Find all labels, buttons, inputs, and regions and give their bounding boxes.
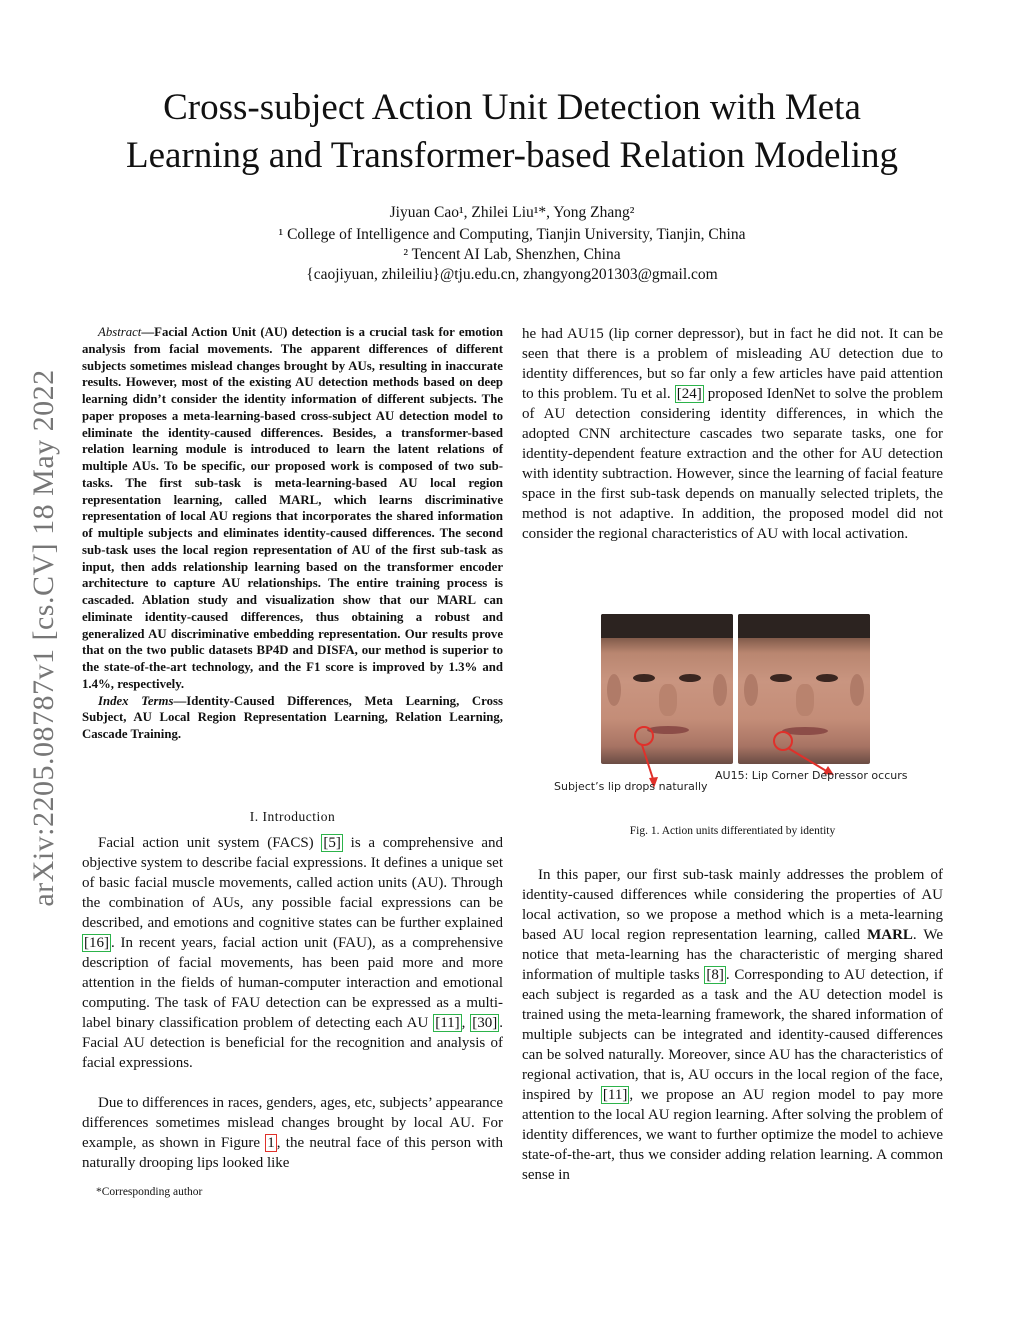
hair-shape bbox=[738, 614, 870, 638]
text-run: . Facial AU detection is beneficial for the recognition and analysis of facial expressions. bbox=[82, 1015, 503, 1071]
nose-shape bbox=[659, 684, 677, 716]
index-terms-label: Index Terms bbox=[98, 693, 174, 708]
text-run: proposed IdenNet to solve the problem of AU detection considering identity differences, in which the adopted CNN architecture cascades two separate tasks, one for identity-dependent feature extraction and the other for AU detection with identity subtraction. However, since the learning of facial feature space in the first sub-task depends on manually selected triplets, the method is not adaptive. In addition, the proposed model did not consider the regional characteristics of AU with local activation. bbox=[522, 386, 943, 542]
author-list: Jiyuan Cao¹, Zhilei Liu¹*, Yong Zhang² bbox=[389, 204, 635, 221]
eye-shape bbox=[633, 674, 655, 682]
figure-label-right: AU15: Lip Corner Depressor occurs bbox=[715, 769, 908, 782]
abstract-label: Abstract bbox=[98, 325, 142, 339]
text-run: . We notice that meta-learning has the characteristic of merging shared information of multiple tasks bbox=[522, 927, 943, 983]
text-run: . Corresponding to AU detection, if each subject is regarded as a task and the AU detection model is trained using the meta-learning framework, the shared information of multiple subjects can be integrated and identity-caused differences can be solved naturally. Moreover, since AU has the characteristics of regional activation, that is, AU occurs in the local region of the face, inspired by bbox=[522, 967, 943, 1103]
affiliation-2: ² Tencent AI Lab, Shenzhen, China bbox=[403, 246, 621, 263]
right-paragraph-1 bbox=[522, 324, 943, 544]
text-run: , bbox=[461, 1015, 471, 1031]
ear-shape bbox=[744, 674, 758, 706]
section-heading-introduction: I. Introduction bbox=[249, 809, 336, 824]
text-run: In this paper, our first sub-task mainly addresses the problem of identity-caused differences while considering the properties of AU local activation, so we propose a method which is a meta-learning based AU local region representation learning, called bbox=[522, 867, 943, 943]
nose-shape bbox=[796, 684, 814, 716]
eye-shape bbox=[679, 674, 701, 682]
eye-shape bbox=[816, 674, 838, 682]
index-terms-text: —Identity-Caused Differences, Meta Learning, Cross Subject, AU Local Region Representation Learning, Relation Learning, Cascade Training. bbox=[82, 693, 503, 741]
citation-link[interactable]: [16] bbox=[84, 935, 109, 951]
figure-caption: Fig. 1. Action units differentiated by identity bbox=[629, 825, 836, 837]
affiliation-1: ¹ College of Intelligence and Computing, Tianjin University, Tianjin, China bbox=[278, 226, 746, 243]
title-line-2: Learning and Transformer-based Relation Modeling bbox=[126, 135, 898, 176]
ear-shape bbox=[607, 674, 621, 706]
citation-link[interactable]: [5] bbox=[323, 835, 341, 851]
email-line: {caojiyuan, zhileiliu}@tju.edu.cn, zhangyong201303@gmail.com bbox=[306, 266, 718, 283]
eye-shape bbox=[770, 674, 792, 682]
hair-shape bbox=[601, 614, 733, 638]
citation-link[interactable]: [8] bbox=[706, 967, 724, 983]
citation-link[interactable]: [11] bbox=[435, 1015, 460, 1031]
arrow-line-left bbox=[642, 745, 654, 782]
text-run: is a comprehensive and objective system to describe facial expressions. It defines a unique set of basic facial muscle movements, called action units (AU). Through the combination of AUs, any possible facial expressions can be described, and emotions and cognitive states can be further explained bbox=[82, 835, 504, 931]
paper-title bbox=[60, 84, 964, 180]
arxiv-identifier: arXiv:2205.08787v1 [cs.CV] 18 May 2022 bbox=[27, 369, 60, 907]
citation-link[interactable]: [30] bbox=[472, 1015, 498, 1031]
right-paragraph-2 bbox=[522, 865, 943, 1185]
ear-shape bbox=[850, 674, 864, 706]
ear-shape bbox=[713, 674, 727, 706]
figure-label-left: Subject’s lip drops naturally bbox=[554, 780, 708, 793]
text-run: , the neutral face of this person with naturally drooping lips looked like bbox=[82, 1135, 503, 1171]
citation-link[interactable]: [24] bbox=[676, 386, 702, 402]
figure-link[interactable]: 1 bbox=[267, 1135, 275, 1151]
footnote: *Corresponding author bbox=[96, 1186, 203, 1198]
citation-link[interactable]: [11] bbox=[602, 1087, 628, 1103]
abstract-text: —Facial Action Unit (AU) detection is a crucial task for emotion analysis from facial movements. The apparent differences of different subjects sometimes mislead changes brought by AUs, resulting in inaccurate results. However, most of the existing AU detection methods based on deep learning didn’t consider the identity information of different subjects. The paper proposes a meta-learning-based cross-subject AU detection model to eliminate the identity-caused differences. Besides, a transformer-based relation learning module is introduced to learn the latent relations of multiple AUs. To be specific, our proposed work is composed of two sub-tasks. The first sub-task is meta-learning-based AU local region representation learning, called MARL, which learns discriminative representation of local AU regions that incorporates the shared information of multiple subjects and eliminates identity-caused differences. The second sub-task uses the local region representation of AU of the first sub-task as input, then adds relationship learning based on the transformer encoder architecture to capture AU relationships. The entire training process is cascaded. Ablation study and visualization show that our MARL can eliminate identity-caused differences, thus obtaining a robust and generalized AU discriminative embedding representation. Our results prove that on the two public datasets BP4D and DISFA, our method is superior to the state-of-the-art technology, and the F1 score is improved by 1.3% and 1.4%, respectively. bbox=[82, 325, 503, 691]
text-run: Facial action unit system (FACS) bbox=[98, 835, 322, 851]
text-run: , we propose an AU region model to pay more attention to the local AU region learning. After solving the problem of identity differences, we want to further optimize the model to achieve state-of-the-art, thus we consider adding relation learning. A common sense in bbox=[522, 1087, 944, 1183]
text-run: . In recent years, facial action unit (FAU), as a comprehensive description of facial movements, has been paid more and more attention in the fields of human-computer interaction and emotional computing. The task of FAU detection can be expressed as a multi-label binary classification problem of detecting each AU bbox=[82, 935, 503, 1031]
text-run: Due to differences in races, genders, ages, etc, subjects’ appearance differences sometimes mislead changes brought by local AU. For example, as shown in Figure bbox=[82, 1095, 503, 1151]
intro-paragraph-1 bbox=[82, 833, 503, 1073]
title-line-1: Cross-subject Action Unit Detection with Meta bbox=[163, 87, 861, 128]
intro-paragraph-2 bbox=[82, 1093, 503, 1173]
text-run: he had AU15 (lip corner depressor), but in fact he did not. It can be seen that there is a problem of misleading AU detection due to identity differences, but so far only a few articles have paid attention to this problem. Tu et al. bbox=[522, 326, 943, 402]
method-name: MARL bbox=[867, 927, 913, 943]
abstract bbox=[82, 324, 503, 743]
